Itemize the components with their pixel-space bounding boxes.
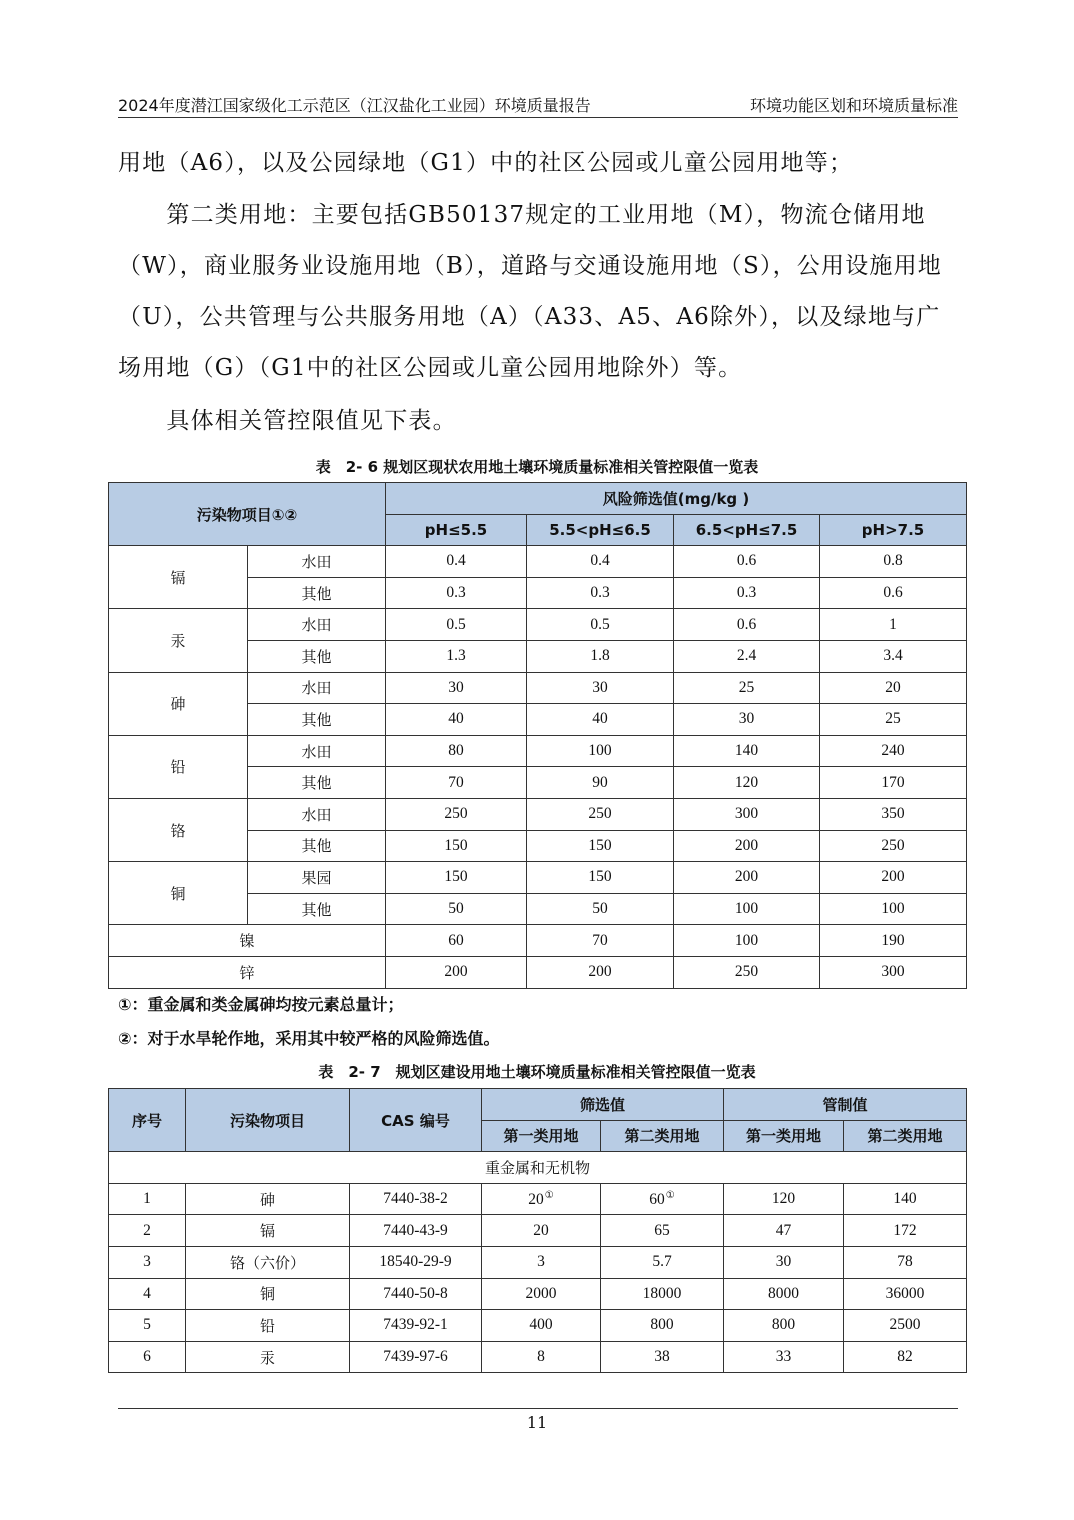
- page-header: [118, 92, 958, 118]
- col-screening-class2: 第二类用地: [601, 1120, 724, 1152]
- limit-value: 30: [386, 672, 527, 704]
- control-value: 36000: [844, 1278, 967, 1310]
- screening-value-cell: [482, 1183, 601, 1215]
- col-ph-2: 5.5<pH≤6.5: [527, 514, 674, 546]
- limit-value: 0.4: [527, 546, 674, 578]
- screening-value: 65: [654, 1221, 670, 1239]
- screening-value: 38: [654, 1348, 670, 1366]
- limit-value: 240: [820, 735, 967, 767]
- limit-value: 150: [527, 862, 674, 894]
- table-row: [109, 798, 967, 830]
- col-control-class2: 第二类用地: [844, 1120, 967, 1152]
- control-value: 2500: [844, 1310, 967, 1342]
- limit-value: 140: [674, 735, 820, 767]
- screening-value: 60: [649, 1190, 665, 1208]
- limit-value: 3.4: [820, 640, 967, 672]
- limit-value: 30: [674, 704, 820, 736]
- row-number: 3: [109, 1246, 186, 1278]
- header-section-title: 环境功能区划和环境质量标准: [749, 96, 958, 115]
- limit-value: 250: [674, 956, 820, 988]
- limit-value: 200: [674, 862, 820, 894]
- col-no: 序号: [109, 1089, 186, 1152]
- pollutant-name: 铜: [109, 862, 248, 925]
- screening-value: 3: [537, 1253, 545, 1271]
- limit-value: 40: [527, 704, 674, 736]
- limit-value: 200: [674, 830, 820, 862]
- screening-value: 20: [528, 1190, 544, 1208]
- limit-value: 250: [527, 798, 674, 830]
- table1-note-1: ①：重金属和类金属砷均按元素总量计；: [118, 995, 404, 1014]
- limit-value: 150: [527, 830, 674, 862]
- control-value: 172: [844, 1215, 967, 1247]
- limit-value: 250: [820, 830, 967, 862]
- pollutant-name: 砷: [186, 1183, 350, 1215]
- screening-value-cell: [601, 1215, 724, 1247]
- section-heavy-metals: 重金属和无机物: [109, 1152, 967, 1184]
- land-type: 水田: [248, 672, 386, 704]
- table2-caption: 表 2- 7 规划区建设用地土壤环境质量标准相关管控限值一览表: [318, 1063, 756, 1081]
- paragraph-1: 用地（A6），以及公园绿地（G1）中的社区公园或儿童公园用地等；: [118, 150, 854, 176]
- table-row: [109, 1183, 967, 1215]
- control-value: 82: [844, 1341, 967, 1373]
- limit-value: 190: [820, 925, 967, 957]
- farmland-soil-limits-table: [108, 482, 967, 989]
- limit-value: 100: [527, 735, 674, 767]
- land-type: 其他: [248, 767, 386, 799]
- land-type: 其他: [248, 577, 386, 609]
- limit-value: 30: [527, 672, 674, 704]
- col-ph-1: pH≤5.5: [386, 514, 527, 546]
- limit-value: 0.3: [386, 577, 527, 609]
- screening-value: 20: [533, 1221, 549, 1239]
- col-screening-class1: 第一类用地: [482, 1120, 601, 1152]
- table1-body: [109, 546, 967, 988]
- cas-number: 7439-92-1: [350, 1310, 482, 1342]
- table-row: [109, 1310, 967, 1342]
- limit-value: 50: [386, 893, 527, 925]
- row-number: 6: [109, 1341, 186, 1373]
- table-row: [109, 925, 967, 957]
- limit-value: 1.3: [386, 640, 527, 672]
- limit-value: 100: [820, 893, 967, 925]
- table-row: [109, 956, 967, 988]
- page-number: 11: [526, 1413, 548, 1432]
- paragraph-2: 第二类用地：主要包括GB50137规定的工业用地（M），物流仓储用地（W），商业服务业设施用地（B），道路与交通设施用地（S），公用设施用地（U），公共管理与公共服务用地（A）（A33、A5、A6除外），以及绿地与广场用地（G）（G1中的社区公园或儿童公园用地除外）等。: [118, 202, 942, 381]
- limit-value: 1.8: [527, 640, 674, 672]
- table-section-row: [109, 1152, 967, 1184]
- limit-value: 2.4: [674, 640, 820, 672]
- screening-value-cell: [601, 1246, 724, 1278]
- limit-value: 40: [386, 704, 527, 736]
- table-row: [109, 546, 967, 578]
- limit-value: 0.5: [386, 609, 527, 641]
- land-type: 其他: [248, 704, 386, 736]
- land-type: 其他: [248, 830, 386, 862]
- limit-value: 0.6: [674, 546, 820, 578]
- table-row: [109, 862, 967, 894]
- control-value: 120: [724, 1183, 844, 1215]
- header-report-title: 2024年度潜江国家级化工示范区（江汉盐化工业园）环境质量报告: [118, 96, 591, 115]
- table-row: [109, 1278, 967, 1310]
- table-row: [109, 1215, 967, 1247]
- control-value: 30: [724, 1246, 844, 1278]
- limit-value: 100: [674, 893, 820, 925]
- limit-value: 150: [386, 862, 527, 894]
- pollutant-name: 汞: [186, 1341, 350, 1373]
- pollutant-name: 砷: [109, 672, 248, 735]
- pollutant-name: 铬（六价）: [186, 1246, 350, 1278]
- paragraph-3: 具体相关管控限值见下表。: [118, 408, 457, 434]
- cas-number: 7439-97-6: [350, 1341, 482, 1373]
- screening-value: 18000: [642, 1284, 682, 1302]
- land-type: 水田: [248, 546, 386, 578]
- table-row: [109, 1246, 967, 1278]
- row-number: 4: [109, 1278, 186, 1310]
- col-cas: CAS 编号: [350, 1089, 482, 1152]
- screening-value-cell: [482, 1341, 601, 1373]
- cas-number: 7440-43-9: [350, 1215, 482, 1247]
- limit-value: 250: [386, 798, 527, 830]
- table-row: [109, 672, 967, 704]
- limit-value: 300: [674, 798, 820, 830]
- limit-value: 300: [820, 956, 967, 988]
- limit-value: 0.3: [674, 577, 820, 609]
- col-ph-4: pH>7.5: [820, 514, 967, 546]
- limit-value: 0.3: [527, 577, 674, 609]
- table1-note-2: ②：对于水旱轮作地，采用其中较严格的风险筛选值。: [118, 1029, 500, 1048]
- screening-value-cell: [482, 1246, 601, 1278]
- limit-value: 1: [820, 609, 967, 641]
- limit-value: 25: [674, 672, 820, 704]
- screening-value: 400: [529, 1316, 553, 1334]
- pollutant-name: 汞: [109, 609, 248, 672]
- limit-value: 70: [527, 925, 674, 957]
- limit-value: 50: [527, 893, 674, 925]
- limit-value: 170: [820, 767, 967, 799]
- screening-value-cell: [601, 1310, 724, 1342]
- col-ph-3: 6.5<pH≤7.5: [674, 514, 820, 546]
- pollutant-name: 锌: [109, 956, 386, 988]
- screening-value: 8: [537, 1348, 545, 1366]
- pollutant-name: 铜: [186, 1278, 350, 1310]
- col-risk-screening-value: 风险筛选值(mg/kg ): [386, 483, 967, 515]
- land-type: 果园: [248, 862, 386, 894]
- construction-land-soil-limits-table: [108, 1088, 967, 1373]
- limit-value: 150: [386, 830, 527, 862]
- limit-value: 80: [386, 735, 527, 767]
- limit-value: 90: [527, 767, 674, 799]
- screening-value: 2000: [525, 1284, 557, 1302]
- screening-value-cell: [482, 1310, 601, 1342]
- screening-value-cell: [482, 1215, 601, 1247]
- pollutant-name: 铬: [109, 798, 248, 861]
- control-value: 78: [844, 1246, 967, 1278]
- footer-divider: [118, 1408, 958, 1409]
- table1-caption: 表 2- 6 规划区现状农用地土壤环境质量标准相关管控限值一览表: [315, 458, 759, 476]
- screening-value: 800: [650, 1316, 674, 1334]
- col-pollutant-item: 污染物项目①②: [109, 483, 386, 546]
- control-value: 47: [724, 1215, 844, 1247]
- land-type: 水田: [248, 735, 386, 767]
- limit-value: 120: [674, 767, 820, 799]
- col-item: 污染物项目: [186, 1089, 350, 1152]
- control-value: 33: [724, 1341, 844, 1373]
- limit-value: 350: [820, 798, 967, 830]
- limit-value: 70: [386, 767, 527, 799]
- row-number: 5: [109, 1310, 186, 1342]
- table-row: [109, 735, 967, 767]
- cas-number: 7440-50-8: [350, 1278, 482, 1310]
- limit-value: 20: [820, 672, 967, 704]
- limit-value: 25: [820, 704, 967, 736]
- limit-value: 200: [527, 956, 674, 988]
- screening-value-cell: [482, 1278, 601, 1310]
- limit-value: 0.4: [386, 546, 527, 578]
- control-value: 800: [724, 1310, 844, 1342]
- limit-value: 0.6: [674, 609, 820, 641]
- pollutant-name: 铅: [186, 1310, 350, 1342]
- land-type: 水田: [248, 609, 386, 641]
- footnote-ref: ①: [544, 1189, 554, 1201]
- row-number: 1: [109, 1183, 186, 1215]
- limit-value: 0.8: [820, 546, 967, 578]
- footnote-ref: ①: [665, 1189, 675, 1201]
- cas-number: 7440-38-2: [350, 1183, 482, 1215]
- row-number: 2: [109, 1215, 186, 1247]
- cas-number: 18540-29-9: [350, 1246, 482, 1278]
- limit-value: 100: [674, 925, 820, 957]
- pollutant-name: 镉: [186, 1215, 350, 1247]
- pollutant-name: 镍: [109, 925, 386, 957]
- col-control-value: 管制值: [724, 1089, 967, 1121]
- limit-value: 60: [386, 925, 527, 957]
- limit-value: 0.5: [527, 609, 674, 641]
- control-value: 140: [844, 1183, 967, 1215]
- col-control-class1: 第一类用地: [724, 1120, 844, 1152]
- limit-value: 200: [820, 862, 967, 894]
- table-row: [109, 1341, 967, 1373]
- land-type: 水田: [248, 798, 386, 830]
- control-value: 8000: [724, 1278, 844, 1310]
- limit-value: 0.6: [820, 577, 967, 609]
- screening-value: 5.7: [652, 1253, 672, 1271]
- pollutant-name: 镉: [109, 546, 248, 609]
- land-type: 其他: [248, 893, 386, 925]
- col-screening-value: 筛选值: [482, 1089, 724, 1121]
- screening-value-cell: [601, 1183, 724, 1215]
- land-type: 其他: [248, 640, 386, 672]
- table-row: [109, 609, 967, 641]
- screening-value-cell: [601, 1278, 724, 1310]
- screening-value-cell: [601, 1341, 724, 1373]
- limit-value: 200: [386, 956, 527, 988]
- pollutant-name: 铅: [109, 735, 248, 798]
- table2-body: [109, 1152, 967, 1373]
